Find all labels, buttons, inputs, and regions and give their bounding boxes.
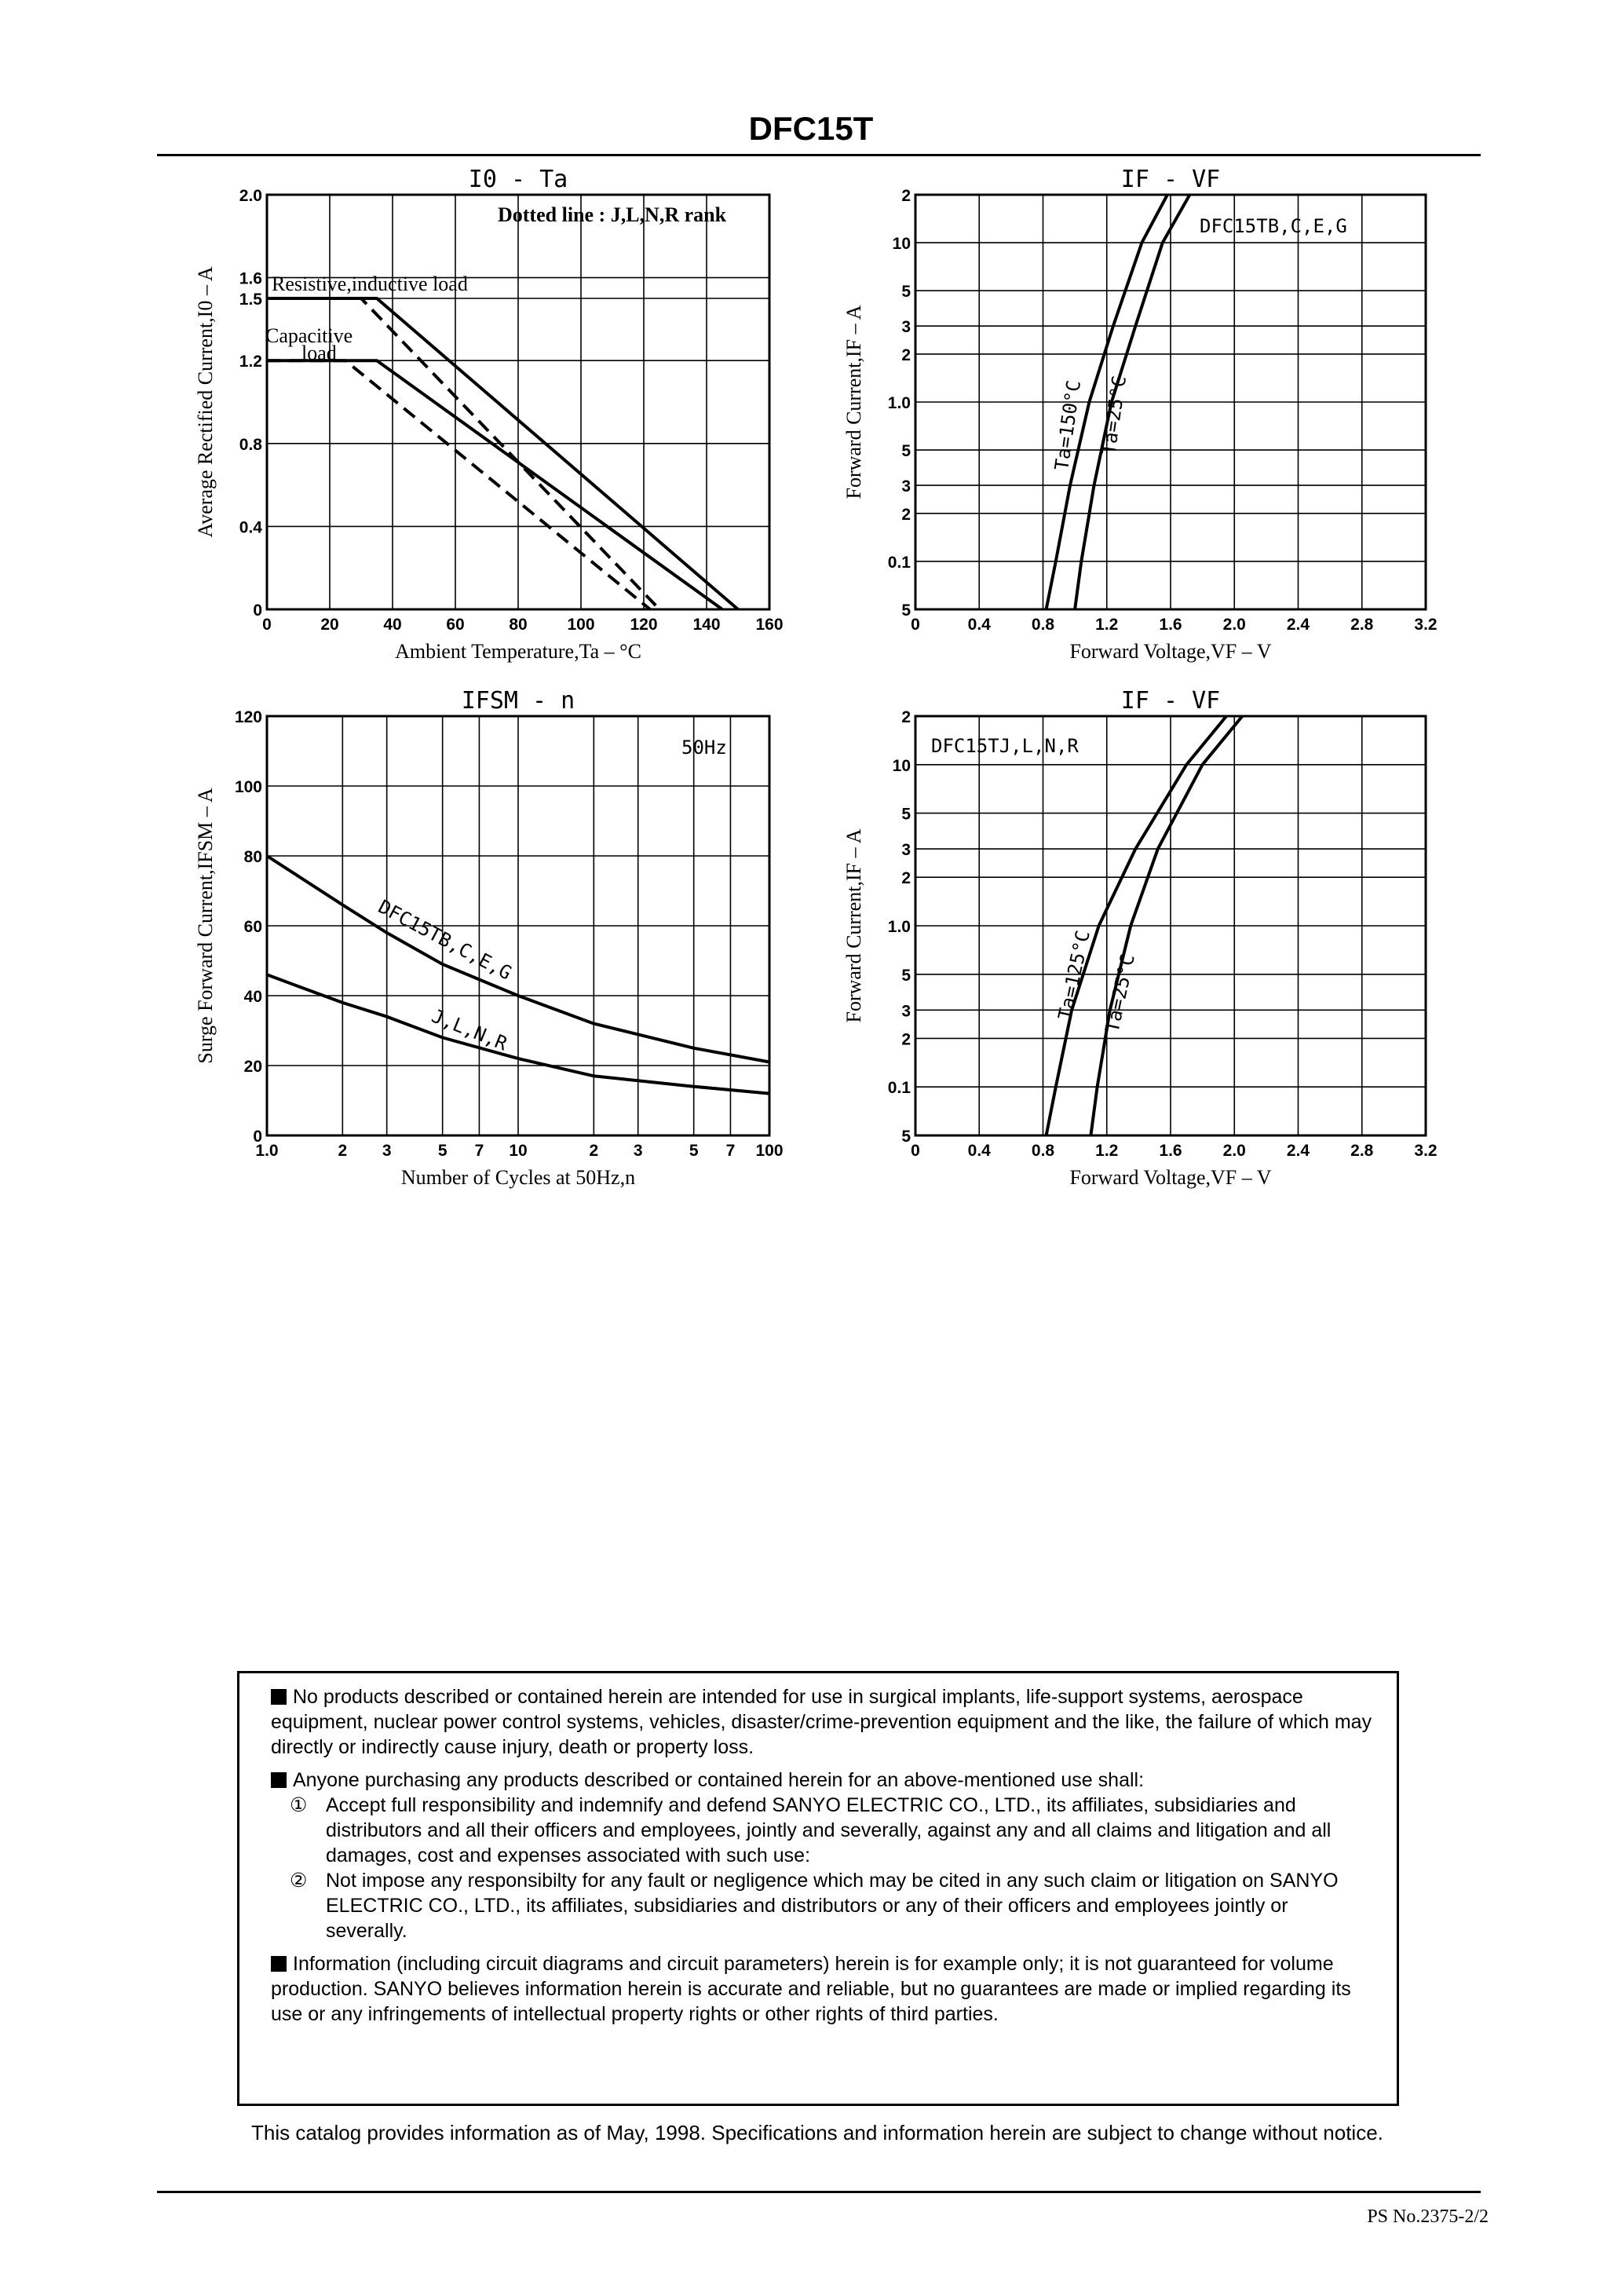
y-tick-label: 100 [234, 778, 262, 796]
x-tick-label: 100 [755, 1142, 784, 1160]
y-tick-label: 2 [901, 187, 911, 205]
disclaimer-subtext-1: Accept full responsibility and indemnify and defend SANYO ELECTRIC CO., LTD., its affiliates, subsidiaries and distributors and all their officers and employees, jointly and severally, against any and all claims and litigation and all damages, cost and expenses associated with such use: [326, 1794, 1332, 1866]
y-tick-label: 10 [892, 756, 911, 775]
x-tick-label: 10 [509, 1142, 528, 1160]
y-tick-label: 3 [901, 477, 911, 496]
disclaimer-paragraph-2 [271, 1768, 1373, 1793]
x-axis-title: Number of Cycles at 50Hz,n [400, 1166, 636, 1189]
y-tick-label: 10 [892, 235, 911, 254]
x-tick-label: 0 [911, 1142, 920, 1160]
annotation-model: DFC15TB,C,E,G [1200, 215, 1347, 237]
annotation-curve-hot: Ta=125°C [1054, 928, 1094, 1022]
y-tick-label: 5 [901, 283, 911, 302]
y-tick-label: 40 [243, 988, 262, 1006]
chart-title: I0 - Ta [468, 166, 568, 193]
annotation-resistive-load: Resistive,inductive load [272, 272, 468, 295]
x-tick-label: 2.4 [1286, 1142, 1310, 1160]
y-tick-label: 120 [234, 708, 262, 726]
y-tick-label: 80 [243, 848, 262, 866]
x-tick-label: 7 [474, 1142, 484, 1160]
annotation-curve-room: Ta=25°C [1098, 374, 1131, 456]
y-tick-label: 2 [901, 505, 911, 524]
x-tick-label: 0 [262, 616, 272, 634]
x-tick-label: 2.4 [1286, 616, 1310, 634]
y-tick-label: 2 [901, 1030, 911, 1049]
annotation-capacitive-load: load [301, 342, 337, 364]
y-tick-label: 1.2 [239, 353, 262, 371]
x-tick-label: 0.4 [967, 1142, 991, 1160]
disclaimer-subitem-1 [290, 1793, 1373, 1868]
x-tick-label: 140 [692, 616, 721, 634]
disclaimer-text-3: Information (including circuit diagrams and circuit parameters) herein is for example only; it is not guaranteed for volume production. SANYO believes information herein is accurate and reliable, but no guarantees are made or implied regarding its use or any infringements of intellectual property rights or other rights of third parties. [271, 1953, 1351, 2025]
disclaimer-paragraph-3 [271, 1951, 1373, 2027]
annotation-dotted-line: Dotted line : J,L,N,R rank [498, 203, 727, 226]
disclaimer-box [237, 1671, 1399, 2106]
x-tick-label: 0.8 [1031, 616, 1055, 634]
y-tick-label: 0.8 [239, 435, 262, 454]
x-tick-label: 20 [320, 616, 339, 634]
x-axis-title: Forward Voltage,VF – V [1069, 1166, 1272, 1189]
footer-rule [157, 2191, 1481, 2193]
y-tick-label: 20 [243, 1058, 262, 1076]
y-tick-label: 0 [253, 601, 262, 620]
annotation-frequency: 50Hz [681, 737, 727, 759]
y-tick-label: 5 [901, 442, 911, 461]
disclaimer-paragraph-1 [271, 1684, 1373, 1760]
y-tick-label: 1.0 [887, 394, 911, 412]
page-title: DFC15T [748, 110, 874, 147]
x-tick-label: 160 [755, 616, 784, 634]
x-tick-label: 2.8 [1350, 616, 1374, 634]
x-tick-label: 2.8 [1350, 1142, 1374, 1160]
x-tick-label: 2.0 [1222, 1142, 1246, 1160]
y-axis-title: Surge Forward Current,IFSM – A [194, 788, 217, 1064]
y-tick-label: 2 [901, 869, 911, 888]
y-tick-label: 60 [243, 918, 262, 936]
x-tick-label: 0.8 [1031, 1142, 1055, 1160]
y-tick-label: 1.5 [239, 291, 262, 309]
chart-title: IFSM - n [461, 687, 575, 715]
x-tick-label: 1.6 [1159, 1142, 1182, 1160]
x-tick-label: 2 [589, 1142, 599, 1160]
y-tick-label: 5 [901, 601, 911, 620]
y-tick-label: 2.0 [239, 187, 262, 205]
y-tick-label: 1.0 [887, 918, 911, 936]
x-tick-label: 2 [338, 1142, 348, 1160]
y-axis-title: Forward Current,IF – A [842, 305, 865, 499]
x-tick-label: 1.0 [255, 1142, 279, 1160]
square-bullet-icon [271, 1956, 287, 1972]
chart-title: IF - VF [1120, 687, 1221, 715]
y-tick-label: 2 [901, 345, 911, 364]
x-tick-label: 1.6 [1159, 616, 1182, 634]
x-tick-label: 5 [437, 1142, 448, 1160]
circled-two-icon: ② [290, 1870, 308, 1892]
y-tick-label: 5 [901, 805, 911, 824]
y-tick-label: 5 [901, 966, 911, 985]
disclaimer-subitem-2 [290, 1868, 1373, 1943]
y-tick-label: 2 [901, 708, 911, 726]
circled-one-icon: ① [290, 1794, 308, 1816]
x-tick-label: 3.2 [1414, 1142, 1438, 1160]
disclaimer-text-1: No products described or contained herein are intended for use in surgical implants, life-support systems, aerospace equipment, nuclear power control systems, vehicles, disaster/crime-prevention equipment and the like, the failure of which may directly or indirectly cause injury, death or property loss. [271, 1686, 1372, 1758]
x-tick-label: 3 [633, 1142, 643, 1160]
x-axis-title: Forward Voltage,VF – V [1069, 640, 1272, 663]
y-tick-label: 1.6 [239, 269, 262, 288]
x-tick-label: 0 [911, 616, 920, 634]
x-tick-label: 40 [383, 616, 402, 634]
y-tick-label: 0.1 [887, 1079, 911, 1098]
x-tick-label: 120 [630, 616, 658, 634]
y-tick-label: 0.4 [239, 518, 262, 537]
square-bullet-icon [271, 1772, 287, 1788]
catalog-note: This catalog provides information as of May, 1998. Specifications and information herein are subject to change without notice. [251, 2121, 1383, 2144]
x-tick-label: 7 [725, 1142, 736, 1160]
x-tick-label: 3 [382, 1142, 392, 1160]
disclaimer-text-2: Anyone purchasing any products described or contained herein for an above-mentioned use shall: [293, 1769, 1145, 1791]
annotation-capacitive: Capacitive [265, 324, 353, 347]
x-axis-title: Ambient Temperature,Ta – °C [395, 640, 641, 663]
x-tick-label: 3.2 [1414, 616, 1438, 634]
x-tick-label: 60 [446, 616, 465, 634]
annotation-curve-room: Ta=25°C [1101, 952, 1139, 1035]
annotation-model: DFC15TJ,L,N,R [931, 735, 1079, 757]
chart-title: IF - VF [1120, 166, 1221, 193]
x-tick-label: 0.4 [967, 616, 991, 634]
y-tick-label: 3 [901, 318, 911, 337]
y-tick-label: 3 [901, 1002, 911, 1021]
annotation-series-b: J,L,N,R [428, 1004, 511, 1055]
annotation-series-a: DFC15TB,C,E,G [374, 895, 516, 985]
y-tick-label: 5 [901, 1128, 911, 1146]
x-tick-label: 80 [509, 616, 528, 634]
y-tick-label: 0 [253, 1128, 262, 1146]
y-axis-title: Average Rectified Current,I0 – A [194, 266, 217, 538]
x-tick-label: 1.2 [1095, 1142, 1119, 1160]
y-axis-title: Forward Current,IF – A [842, 828, 865, 1023]
annotation-curve-hot: Ta=150°C [1050, 378, 1086, 472]
x-tick-label: 1.2 [1095, 616, 1119, 634]
y-tick-label: 3 [901, 841, 911, 860]
x-tick-label: 2.0 [1222, 616, 1246, 634]
x-tick-label: 100 [567, 616, 595, 634]
square-bullet-icon [271, 1689, 287, 1705]
y-tick-label: 0.1 [887, 553, 911, 572]
x-tick-label: 5 [689, 1142, 699, 1160]
page-number: PS No.2375-2/2 [1367, 2206, 1489, 2227]
disclaimer-subtext-2: Not impose any responsibilty for any fault or negligence which may be cited in any such claim or litigation on SANYO ELECTRIC CO., LTD., its affiliates, subsidiaries and distributors or any of their officers and employees jointly or severally. [326, 1870, 1339, 1942]
